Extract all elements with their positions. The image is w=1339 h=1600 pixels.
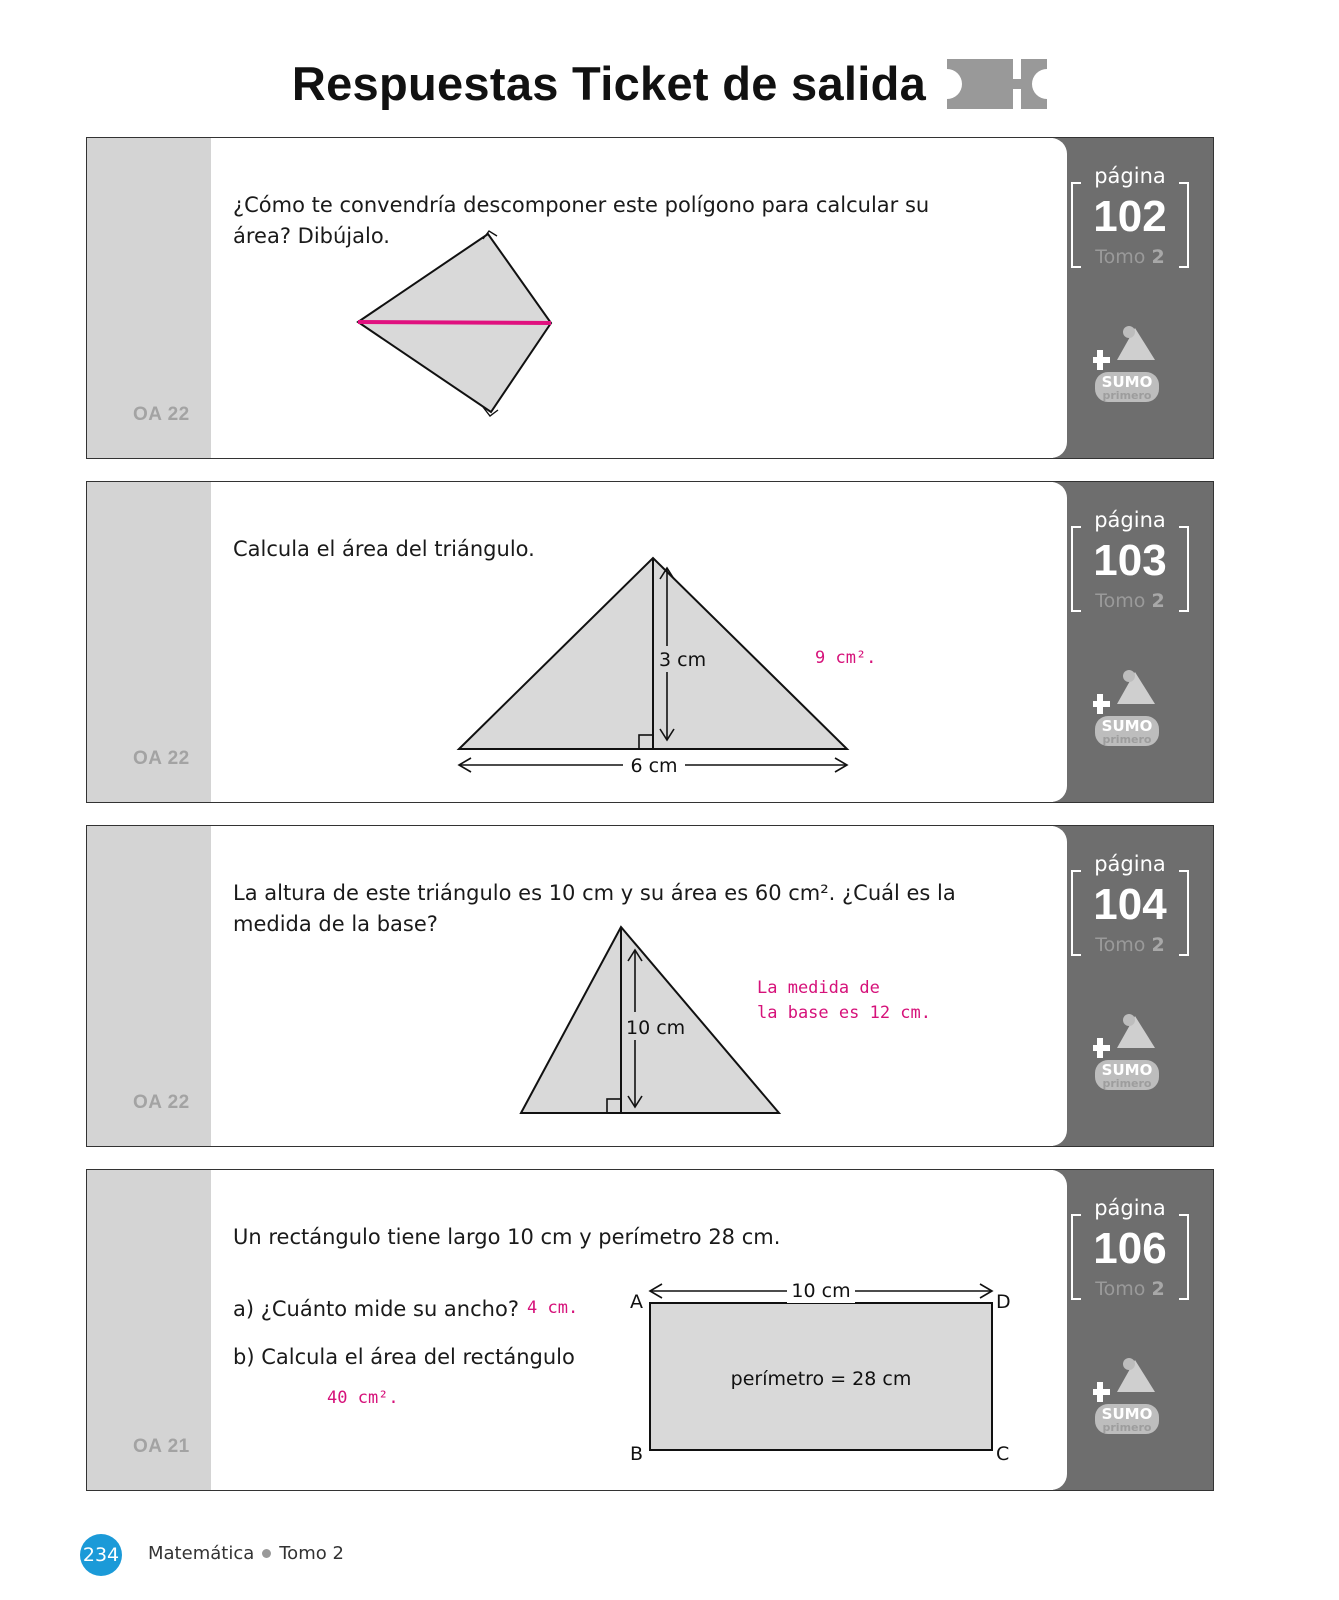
page-title: Respuestas Ticket de salida [291, 57, 927, 110]
logo-text-top: SUMO [1101, 1405, 1153, 1423]
question-part-a: a) ¿Cuánto mide su ancho? [233, 1297, 519, 1321]
ticket-icon [947, 59, 1047, 109]
vertex-d: D [996, 1291, 1011, 1313]
logo-text-top: SUMO [1101, 373, 1153, 391]
exit-ticket-card-106 [86, 1169, 1214, 1491]
page-reference [1071, 1196, 1189, 1300]
exit-ticket-card-103 [86, 481, 1214, 803]
tomo-label: Tomo [1095, 590, 1146, 612]
question-line-1: La altura de este triángulo es 10 cm y su área es 60 cm². ¿Cuál es la [233, 881, 956, 905]
question-line-2: medida de la base? [233, 912, 438, 936]
page-number: 102 [1093, 192, 1167, 241]
page-label: página [1090, 1196, 1170, 1220]
question-text: Calcula el área del triángulo. [233, 537, 535, 561]
page-reference-band [1053, 1170, 1213, 1490]
page-reference-band [1053, 482, 1213, 802]
page-header [0, 56, 1339, 111]
logo-text-top: SUMO [1101, 717, 1153, 735]
answer-text: 9 cm². [815, 648, 877, 668]
logo-text-bottom: primero [1102, 1077, 1152, 1090]
page-reference [1071, 164, 1189, 268]
page-reference [1071, 508, 1189, 612]
page-reference-band [1053, 138, 1213, 458]
page-reference [1071, 852, 1189, 956]
tomo-label: Tomo [1095, 1278, 1146, 1300]
tomo-number: 2 [1151, 246, 1165, 268]
page-label: página [1090, 164, 1170, 188]
decomposition-line [358, 322, 551, 323]
page-number: 103 [1093, 536, 1167, 585]
vertex-b: B [630, 1443, 644, 1465]
rectangle-figure [87, 1170, 1047, 1490]
exit-ticket-card-102 [86, 137, 1214, 459]
tomo-number: 2 [1151, 1278, 1165, 1300]
logo-text-bottom: primero [1102, 1421, 1152, 1434]
answer-line-2: la base es 12 cm. [757, 1003, 931, 1023]
base-label: 6 cm [630, 755, 678, 777]
answer-part-a: 4 cm. [527, 1298, 579, 1318]
height-label: 3 cm [659, 649, 707, 671]
sumo-primero-logo [1093, 1008, 1173, 1098]
page-reference-band [1053, 826, 1213, 1146]
logo-text-bottom: primero [1102, 389, 1152, 402]
tomo-number: 2 [1151, 934, 1165, 956]
sumo-primero-logo [1093, 1352, 1173, 1442]
vertex-a: A [630, 1291, 643, 1313]
answer-text [757, 976, 931, 1026]
logo-text-bottom: primero [1102, 733, 1152, 746]
sumo-primero-logo [1093, 664, 1173, 754]
page-number: 106 [1093, 1224, 1167, 1273]
page-number: 104 [1093, 880, 1167, 929]
page-label: página [1090, 852, 1170, 876]
tomo-label: Tomo [1095, 934, 1146, 956]
tomo-number: 2 [1151, 590, 1165, 612]
height-label: 10 cm [626, 1017, 686, 1039]
footer-tomo: Tomo 2 [279, 1543, 344, 1564]
kite-figure [87, 138, 1047, 458]
oa-label: OA 22 [133, 404, 190, 425]
page-label: página [1090, 508, 1170, 532]
length-label: 10 cm [791, 1280, 851, 1302]
question-text: Un rectángulo tiene largo 10 cm y perímetro 28 cm. [233, 1225, 781, 1249]
question-part-b: b) Calcula el área del rectángulo [233, 1345, 575, 1369]
triangle-figure [87, 482, 1047, 802]
logo-text-top: SUMO [1101, 1061, 1153, 1079]
tomo-label: Tomo [1095, 246, 1146, 268]
oa-label: OA 22 [133, 748, 190, 769]
oa-label: OA 21 [133, 1436, 190, 1457]
exit-ticket-card-104 [86, 825, 1214, 1147]
oa-label: OA 22 [133, 1092, 190, 1113]
answer-line-1: La medida de [757, 978, 880, 998]
question-text: ¿Cómo te convendría descomponer este polígono para calcular su área? Dibújalo. [233, 193, 930, 248]
footer-subject: Matemática [148, 1543, 255, 1564]
vertex-c: C [996, 1443, 1010, 1465]
page-number-badge: 234 [80, 1534, 122, 1576]
perimeter-label: perímetro = 28 cm [730, 1368, 912, 1390]
sumo-primero-logo [1093, 320, 1173, 410]
separator-dot-icon [262, 1549, 271, 1558]
answer-part-b: 40 cm². [327, 1388, 399, 1408]
